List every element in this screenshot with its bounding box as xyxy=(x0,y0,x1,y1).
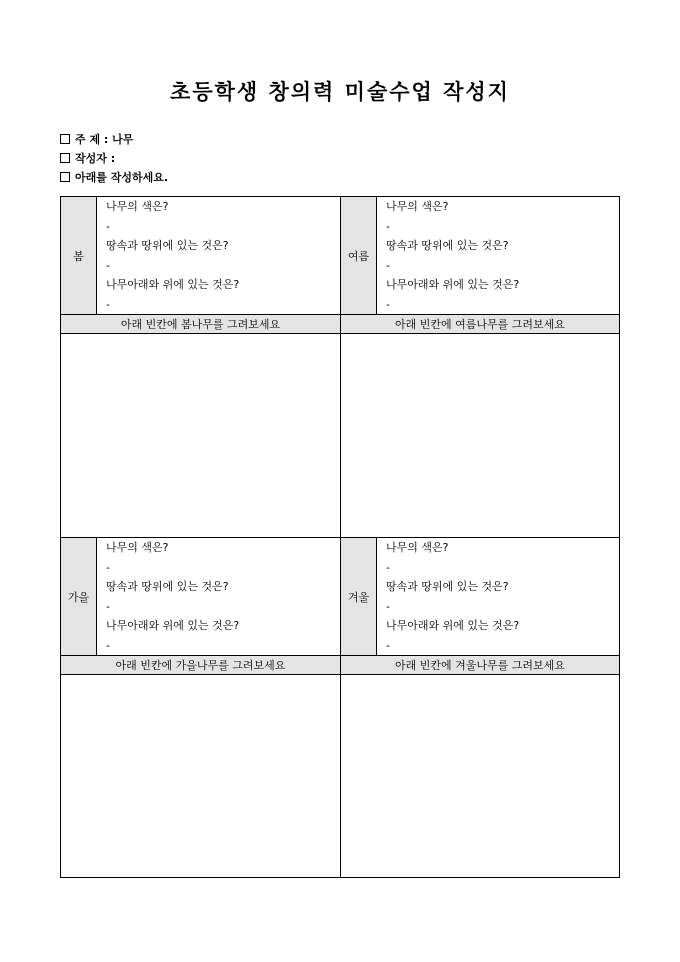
answer-line[interactable]: - xyxy=(106,258,110,272)
drawing-area-autumn[interactable] xyxy=(61,675,340,877)
instruction-text: 아래를 작성하세요. xyxy=(75,171,169,184)
answer-line[interactable]: - xyxy=(386,599,390,613)
question-list-summer xyxy=(386,197,519,314)
drawing-area-spring[interactable] xyxy=(61,334,340,537)
draw-instruction-spring: 아래 빈칸에 봄나무를 그려보세요 xyxy=(61,314,340,334)
drawing-area-winter[interactable] xyxy=(341,675,619,877)
question-ground: 땅속과 땅위에 있는 것은? xyxy=(386,580,509,593)
question-color: 나무의 색은? xyxy=(106,200,169,213)
worksheet-table xyxy=(60,196,620,878)
draw-instruction-winter: 아래 빈칸에 겨울나무를 그려보세요 xyxy=(341,655,619,675)
topic-text: 주 제 : 나무 xyxy=(75,133,134,146)
question-list-spring xyxy=(106,197,239,314)
answer-line[interactable]: - xyxy=(386,638,390,652)
answer-line[interactable]: - xyxy=(386,297,390,311)
season-label-summer: 여름 xyxy=(341,197,377,315)
question-below-above: 나무아래와 위에 있는 것은? xyxy=(386,278,520,291)
checkbox-icon xyxy=(60,153,70,163)
page-title: 초등학생 창의력 미술수업 작성지 xyxy=(170,79,510,104)
instruction-line xyxy=(60,171,168,185)
question-ground: 땅속과 땅위에 있는 것은? xyxy=(106,580,229,593)
question-color: 나무의 색은? xyxy=(106,541,169,554)
question-list-winter xyxy=(386,538,519,655)
column-divider xyxy=(340,197,341,877)
answer-line[interactable]: - xyxy=(386,560,390,574)
answer-line[interactable]: - xyxy=(106,599,110,613)
season-label-winter: 겨울 xyxy=(341,538,377,656)
checkbox-icon xyxy=(60,134,70,144)
author-line xyxy=(60,152,115,166)
topic-line xyxy=(60,133,133,147)
answer-line[interactable]: - xyxy=(386,219,390,233)
question-color: 나무의 색은? xyxy=(386,541,449,554)
drawing-area-summer[interactable] xyxy=(341,334,619,537)
season-label-spring: 봄 xyxy=(61,197,97,315)
answer-line[interactable]: - xyxy=(106,297,110,311)
question-below-above: 나무아래와 위에 있는 것은? xyxy=(386,619,520,632)
question-ground: 땅속과 땅위에 있는 것은? xyxy=(106,239,229,252)
question-ground: 땅속과 땅위에 있는 것은? xyxy=(386,239,509,252)
checkbox-icon xyxy=(60,172,70,182)
answer-line[interactable]: - xyxy=(106,219,110,233)
draw-instruction-summer: 아래 빈칸에 여름나무를 그려보세요 xyxy=(341,314,619,334)
question-color: 나무의 색은? xyxy=(386,200,449,213)
answer-line[interactable]: - xyxy=(106,560,110,574)
answer-line[interactable]: - xyxy=(386,258,390,272)
question-below-above: 나무아래와 위에 있는 것은? xyxy=(106,278,240,291)
question-below-above: 나무아래와 위에 있는 것은? xyxy=(106,619,240,632)
draw-instruction-autumn: 아래 빈칸에 가을나무를 그려보세요 xyxy=(61,655,340,675)
author-text: 작성자 : xyxy=(75,152,116,165)
answer-line[interactable]: - xyxy=(106,638,110,652)
question-list-autumn xyxy=(106,538,239,655)
season-label-autumn: 가을 xyxy=(61,538,97,656)
